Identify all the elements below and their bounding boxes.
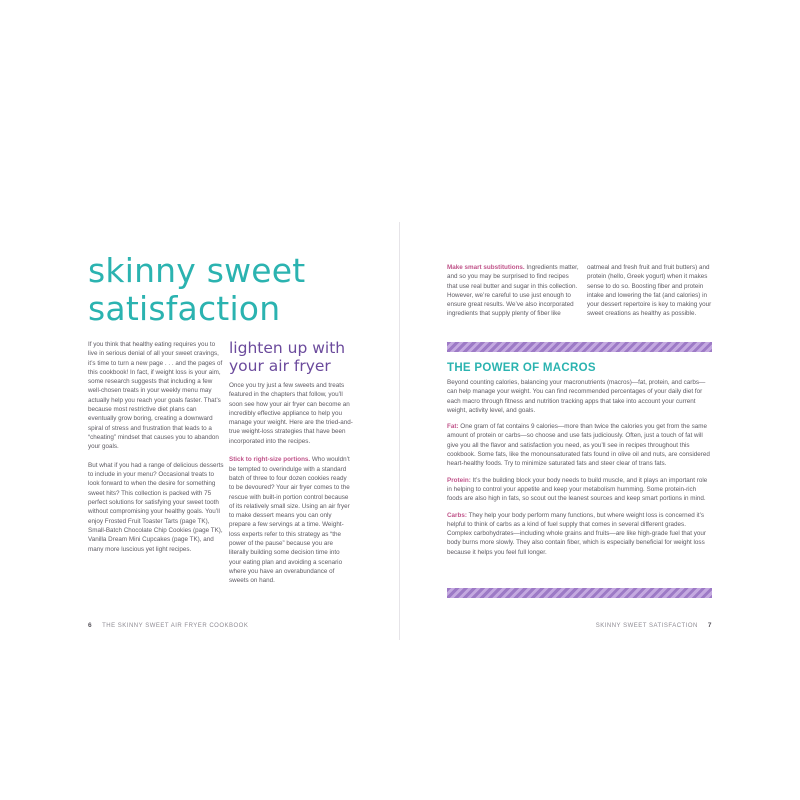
section-subhead: lighten up with your air fryer (229, 339, 346, 375)
left-footer (88, 622, 248, 629)
sidebar-stripe-top (447, 342, 712, 352)
tip-portions-lead: Stick to right-size portions. (229, 456, 311, 464)
intro-paragraph-2: But what if you had a range of delicious desserts to include in your menu? Occasional treats to look forward to when the desire for something sweet hits? This collection is packed with 75 perfect solutions for satisfying your sweet tooth without compromising your healthy goals. You’ll enjoy Frosted Fruit Toaster Tarts (page TK), Small-Batch Chocolate Chip Cookies (page TK), Vanilla Dream Mini Cupcakes (page TK), and many more luscious yet light recipes. (88, 461, 224, 553)
sidebar-stripe-bottom (447, 588, 712, 598)
tip-portions (229, 455, 353, 585)
title-line-2: satisfaction (88, 289, 281, 328)
macros-sidebar (447, 378, 712, 564)
running-head-left: THE SKINNY SWEET AIR FRYER COOKBOOK (102, 623, 249, 629)
tip-substitutions-body-a: Ingredients matter, and so you may be surprised to find recipes that use real butter and sugar in this collection. However, we’re careful to use just enough to ensure great results. We’ve also incorporated ingredients that supply plenty of fiber like (447, 264, 579, 318)
left-column-2 (229, 339, 353, 595)
page-number-right: 7 (707, 622, 712, 629)
macro-carbs-lead: Carbs: (447, 511, 467, 519)
right-column-1 (447, 263, 579, 319)
macro-protein-body: It’s the building block your body needs to build muscle, and it plays an important role in helping to control your appetite and keep your metabolism humming. Some protein-rich foods are also high in fats, so scout out the leanest sources and keep smart portions in mind. (447, 476, 708, 503)
macros-intro: Beyond counting calories, balancing your macronutrients (macros)—fat, protein, and carbs—can help manage your weight. You can find recommended percentages of your daily diet for each macro through fitness and nutrition tracking apps that take into account your current weight, activity level, and goals. (447, 379, 706, 414)
macro-carbs (447, 511, 712, 557)
macro-protein-lead: Protein: (447, 476, 471, 484)
macro-fat-lead: Fat: (447, 423, 459, 431)
macros-heading: THE POWER OF MACROS (447, 362, 596, 374)
page-number-left: 6 (88, 622, 93, 629)
intro-paragraph-1: If you think that healthy eating requires you to live in serious denial of all your sweet cravings, it’s time to turn a new page . . . and the pages of this cookbook! In fact, if weight loss is your aim, some research suggests that including a few well-chosen treats in your weekly menu may actually help you reach your goals faster. That’s because most restrictive diet plans can eventually grow boring, creating a downward spiral of stress and frustration that leads to a “cheating” mindset that causes you to abandon your goals. (88, 341, 223, 451)
air-fryer-paragraph: Once you try just a few sweets and treats featured in the chapters that follow, you’ll soon see how your air fryer can become an incredibly effective appliance to help you manage your weight. Here are the tried-and-true weight-loss strategies that have been incorporated into the recipes. (229, 382, 353, 445)
running-head-right: SKINNY SWEET SATISFACTION (595, 623, 698, 629)
tip-portions-body: Who wouldn’t be tempted to overindulge with a standard batch of three to four dozen cookies ready to be devoured? Your air fryer comes to the rescue with built-in portion control because of its relatively small size. Using an air fryer to make dessert means you can only prepare a few servings at a time. Weight-loss experts refer to this strategy as “the power of the pause” because you are literally building some decision time into your eating plan and avoiding a scenario where you have an overabundance of sweets on hand. (229, 456, 350, 585)
macro-fat (447, 422, 712, 468)
chapter-title (88, 252, 388, 328)
right-footer (596, 622, 712, 629)
tip-substitutions-body-b: oatmeal and fresh fruit and fruit butters) and protein (hello, Greek yogurt) when it makes sense to do so. Boosting fiber and protein intake and lowering the fat (and calories) in your dessert repertoire is key to making your sweet creations as healthy as possible. (587, 264, 712, 318)
macro-protein (447, 476, 712, 504)
page-gutter (399, 222, 400, 640)
macro-fat-body: One gram of fat contains 9 calories—more than twice the calories you get from the same amount of protein or carbs—so choose and use fats judiciously. Often, just a touch of fat will give you all the flavor and satisfaction you need, as you’ll see in recipes throughout this cookbook. Some fats, like the monounsaturated fats found in olive oil and nuts, are considered heart-healthy foods. Try to minimize saturated fats and steer clear of trans fats. (447, 423, 710, 468)
left-column-1 (88, 340, 224, 563)
macro-carbs-body: They help your body perform many functions, but where weight loss is concerned it’s helpful to think of carbs as a kind of fuel supply that comes in several different grades. Complex carbohydrates—including whole grains and fruits—are like high-grade fuel that your body burns more slowly. They also contain fiber, which is especially beneficial for weight loss because it helps you feel full longer. (447, 511, 707, 556)
tip-substitutions-lead: Make smart substitutions. (447, 264, 525, 271)
title-line-1: skinny sweet (88, 251, 306, 290)
right-column-2 (587, 263, 712, 319)
